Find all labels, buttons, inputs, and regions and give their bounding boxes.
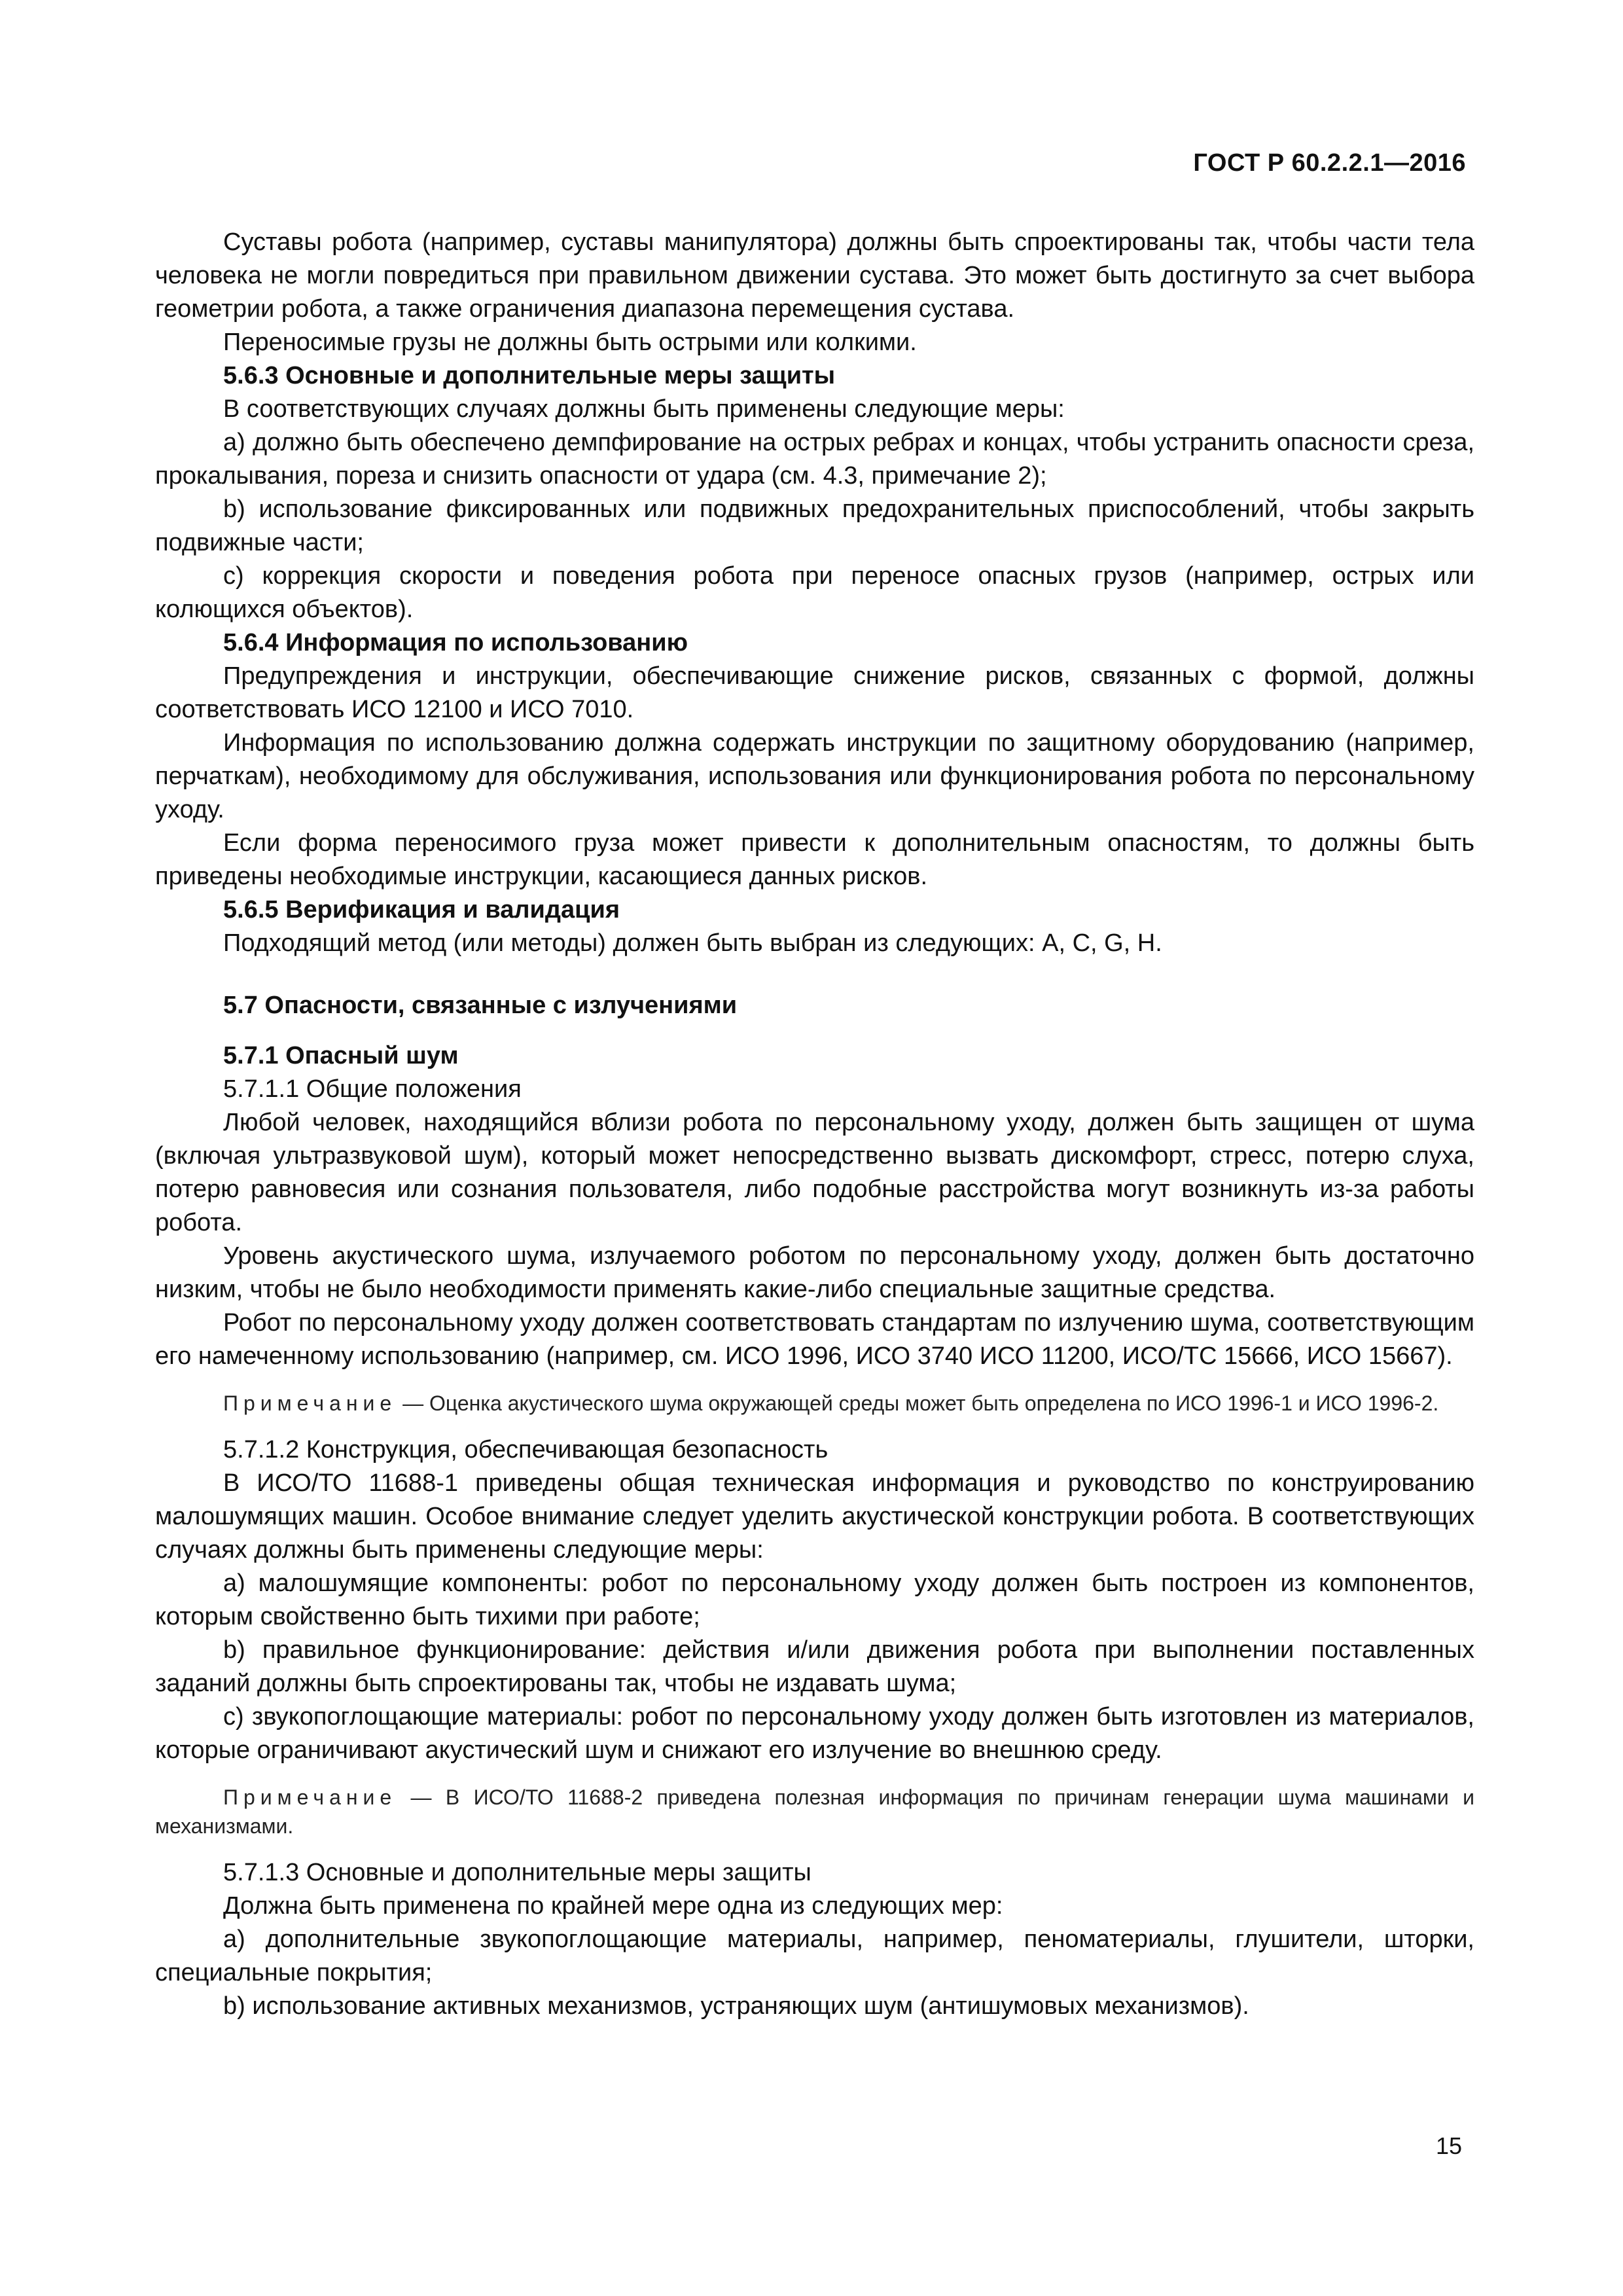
list-item: b) использование активных механизмов, устраняющих шум (антишумовых механизмов). [223,1992,1249,2020]
paragraph: Любой человек, находящийся вблизи робота по персональному уходу, должен быть защищен от шума (включая ультразвуковой шум), который может непосредственно вызвать дискомфорт, стресс, потерю слуха, потерю равновесия или сознания пользователя, либо подобные расстройства могут возникнуть из-за работы робота. [155,1109,1474,1236]
heading-5-7: 5.7 Опасности, связанные с излучениями [223,992,738,1019]
paragraph: В соответствующих случаях должны быть применены следующие меры: [223,395,1065,423]
paragraph: Уровень акустического шума, излучаемого роботом по персональному уходу, должен быть достаточно низким, чтобы не было необходимости применять какие-либо специальные защитные средства. [155,1242,1474,1303]
list-item: c) коррекция скорости и поведения робота при переносе опасных грузов (например, острых или колющихся объектов). [155,562,1474,623]
note-2 [155,1783,1474,1840]
note-label: Примечание [223,1391,397,1415]
heading-5-7-1: 5.7.1 Опасный шум [223,1042,459,1069]
note-text: — Оценка акустического шума окружающей среды может быть определена по ИСО 1996-1 и ИСО 1996-2. [397,1391,1439,1415]
paragraph: Информация по использованию должна содержать инструкции по защитному оборудованию (например, перчаткам), необходимому для обслуживания, использования или функционирования робота по персональному уходу. [155,729,1474,823]
document-body [155,226,1474,2023]
list-item: а) должно быть обеспечено демпфирование на острых ребрах и концах, чтобы устранить опасности среза, прокалывания, пореза и снизить опасности от удара (см. 4.3, примечание 2); [155,429,1474,490]
page-number: 15 [1435,2132,1462,2159]
paragraph: Подходящий метод (или методы) должен быть выбран из следующих: А, С, G, Н. [223,929,1162,957]
heading-5-6-5: 5.6.5 Верификация и валидация [223,896,620,924]
list-item: b) правильное функционирование: действия и/или движения робота при выполнении поставленных заданий должны быть спроектированы так, чтобы не издавать шума; [155,1636,1474,1697]
note-label: Примечание [223,1785,397,1809]
paragraph: Предупреждения и инструкции, обеспечивающие снижение рисков, связанных с формой, должны соответствовать ИСО 12100 и ИСО 7010. [155,662,1474,723]
document-header-id: ГОСТ Р 60.2.2.1—2016 [1193,149,1466,177]
heading-5-7-1-2: 5.7.1.2 Конструкция, обеспечивающая безопасность [223,1436,829,1463]
heading-5-7-1-1: 5.7.1.1 Общие положения [223,1075,522,1103]
list-item: а) малошумящие компоненты: робот по персональному уходу должен быть построен из компонентов, которым свойственно быть тихими при работе; [155,1570,1474,1630]
list-item: b) использование фиксированных или подвижных предохранительных приспособлений, чтобы закрыть подвижные части; [155,495,1474,556]
paragraph: Суставы робота (например, суставы манипулятора) должны быть спроектированы так, чтобы части тела человека не могли повредиться при правильном движении сустава. Это может быть достигнуто за счет выбора геометрии робота, а также ограничения диапазона перемещения сустава. [155,228,1474,323]
paragraph: В ИСО/ТО 11688-1 приведены общая техническая информация и руководство по конструированию малошумящих машин. Особое внимание следует уделить акустической конструкции робота. В соответствующих случаях должны быть применены следующие меры: [155,1469,1474,1564]
note-1 [155,1389,1474,1418]
paragraph: Переносимые грузы не должны быть острыми или колкими. [223,329,917,356]
paragraph: Если форма переносимого груза может привести к дополнительным опасностям, то должны быть приведены необходимые инструкции, касающиеся данных рисков. [155,829,1474,890]
heading-5-6-3: 5.6.3 Основные и дополнительные меры защиты [223,362,836,389]
note-text: — В ИСО/ТО 11688-2 приведена полезная информация по причинам генерации шума машинами и механизмами. [155,1785,1474,1838]
heading-5-7-1-3: 5.7.1.3 Основные и дополнительные меры защиты [223,1859,812,1886]
list-item: c) звукопоглощающие материалы: робот по персональному уходу должен быть изготовлен из материалов, которые ограничивают акустический шум и снижают его излучение во внешнюю среду. [155,1703,1474,1764]
paragraph: Должна быть применена по крайней мере одна из следующих мер: [223,1892,1003,1920]
heading-5-6-4: 5.6.4 Информация по использованию [223,629,688,656]
paragraph: Робот по персональному уходу должен соответствовать стандартам по излучению шума, соответствующим его намеченному использованию (например, см. ИСО 1996, ИСО 3740 ИСО 11200, ИСО/ТС 15666, ИСО 15667). [155,1309,1474,1370]
list-item: а) дополнительные звукопоглощающие материалы, например, пеноматериалы, глушители, шторки, специальные покрытия; [155,1926,1474,1986]
